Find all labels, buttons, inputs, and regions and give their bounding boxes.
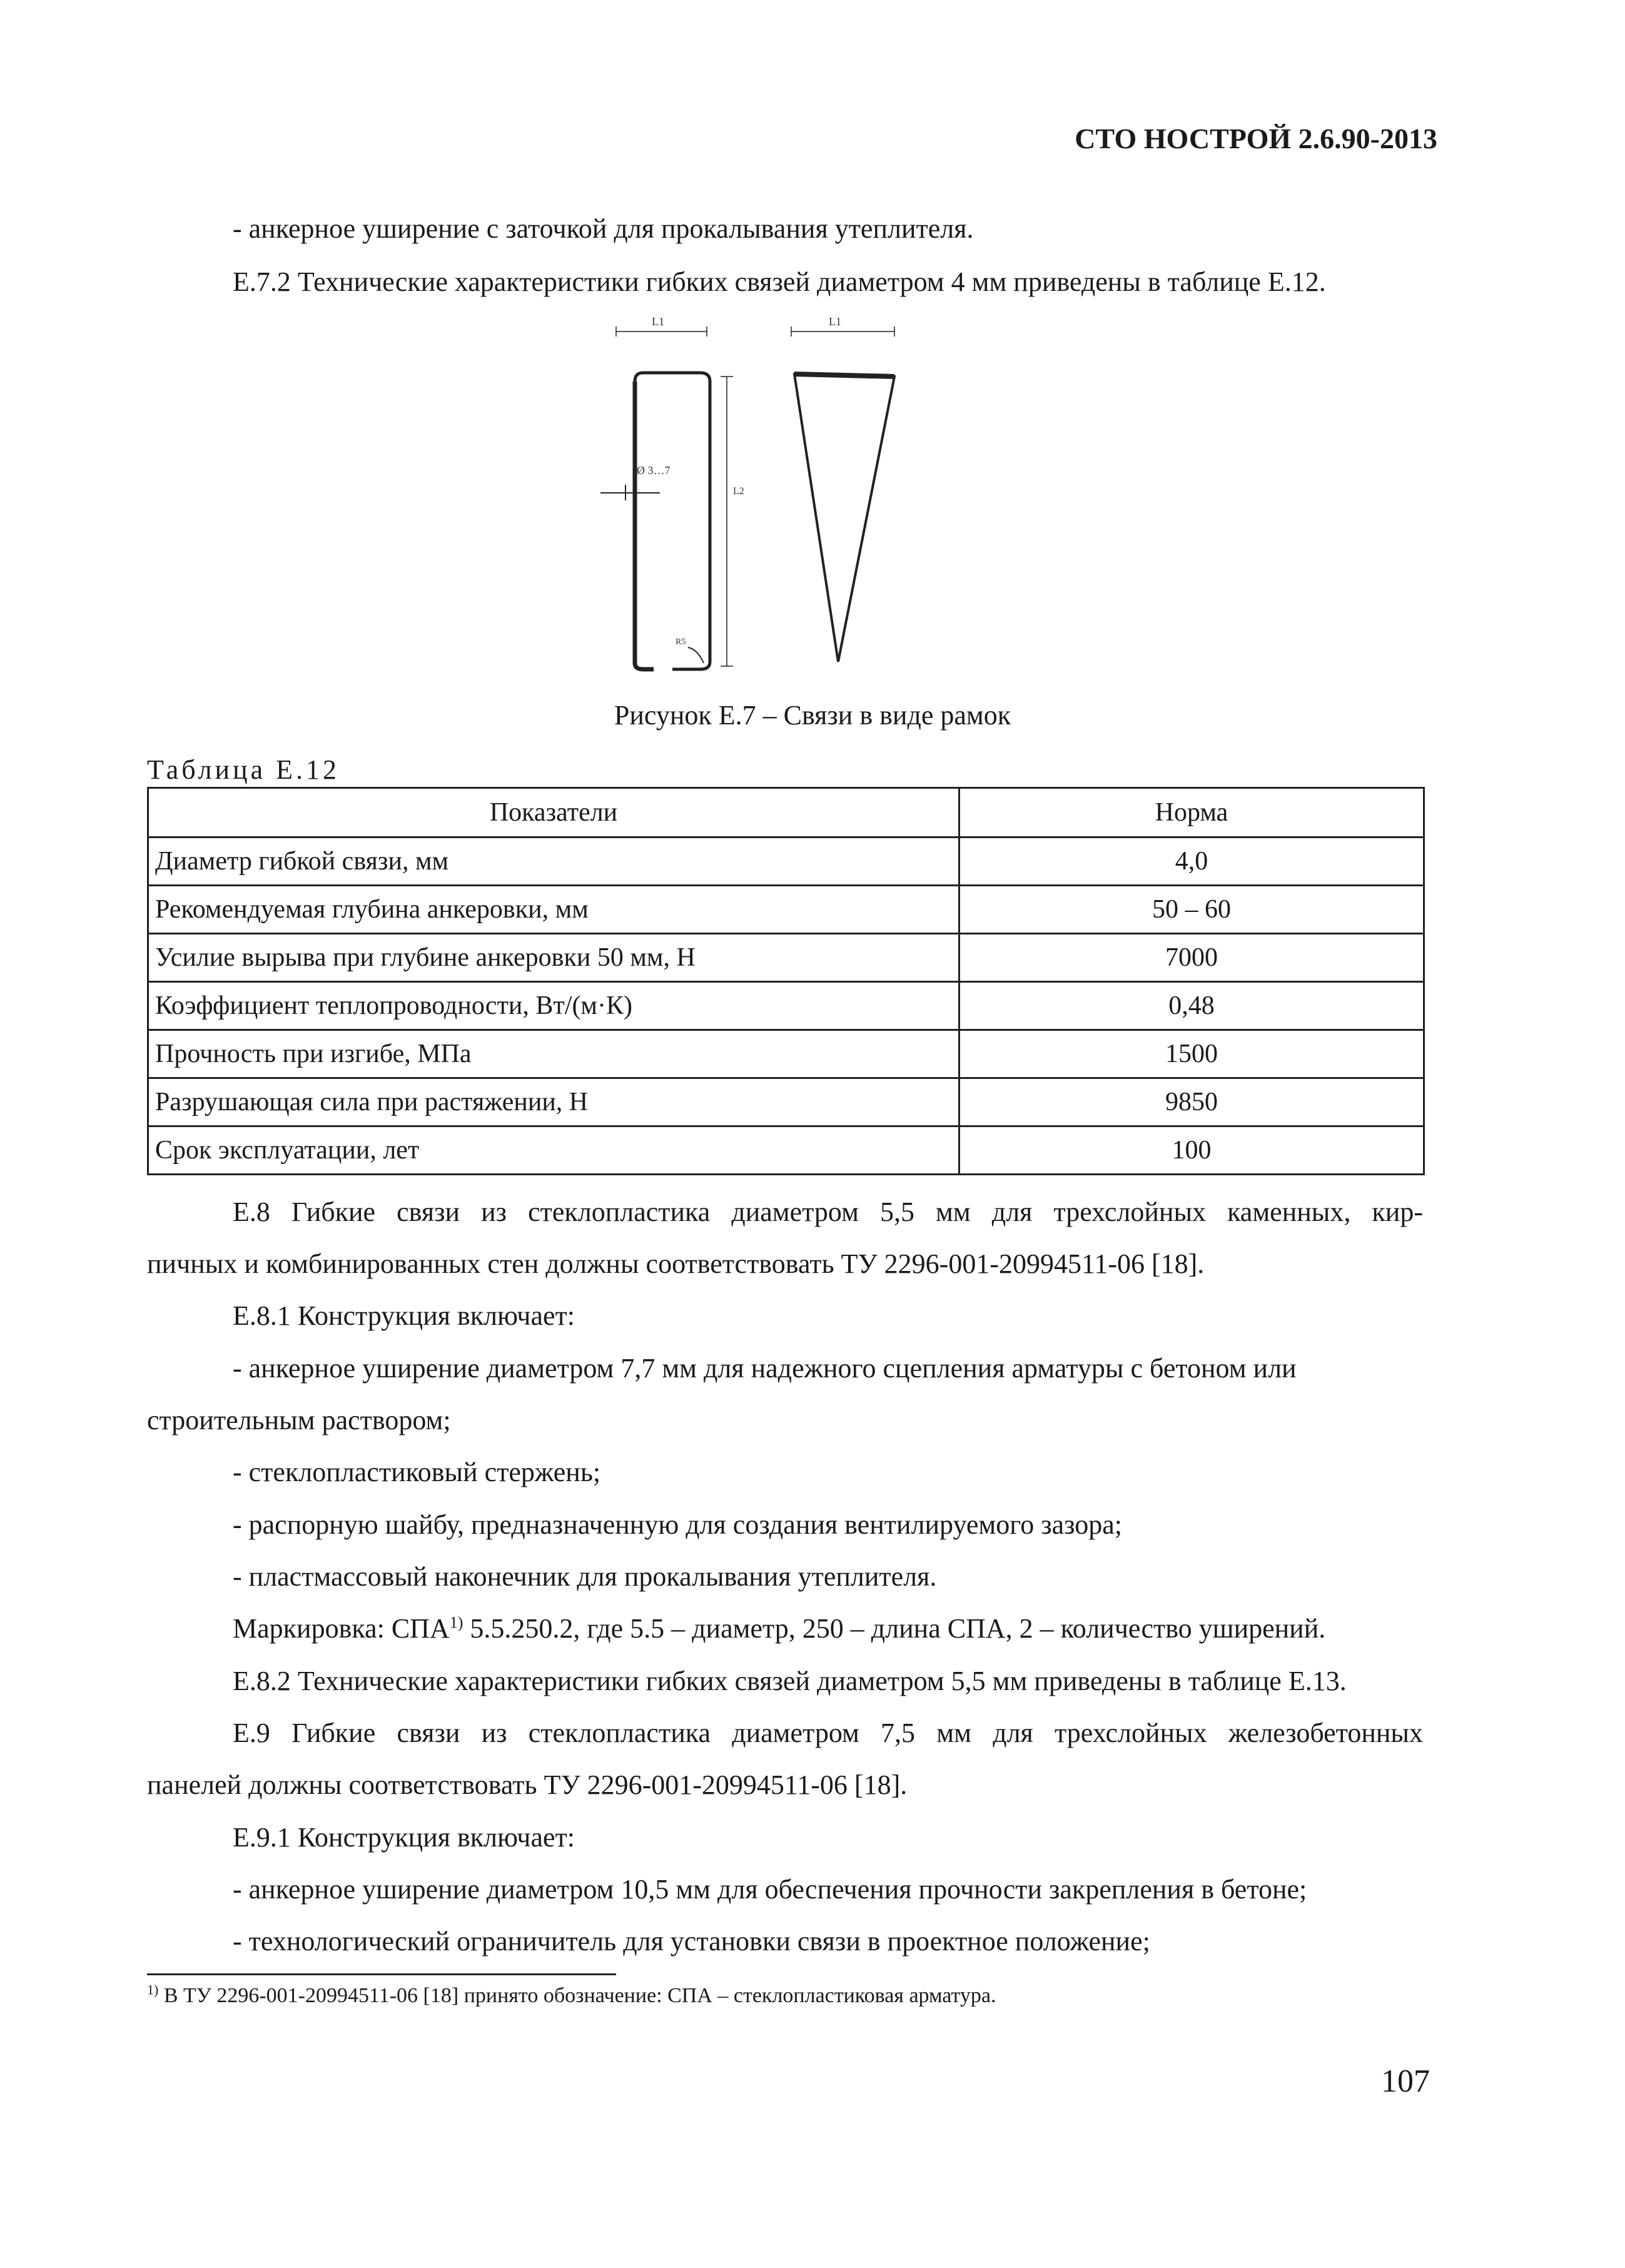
paragraph-e9-line2: панелей должны соответствовать ТУ 2296-001-20994511-06 [18].: [147, 1769, 908, 1800]
row-value: 50 – 60: [959, 886, 1424, 934]
row-label: Разрушающая сила при растяжении, Н: [148, 1078, 959, 1126]
row-value: 1500: [959, 1030, 1424, 1078]
row-value: 100: [959, 1126, 1424, 1175]
row-value: 9850: [959, 1078, 1424, 1126]
paragraph-e81-item-d: - пластмассовый наконечник для прокалывания утеплителя.: [233, 1561, 937, 1592]
paragraph-e72: Е.7.2 Технические характеристики гибких связей диаметром 4 мм приведены в таблице Е.12.: [233, 266, 1326, 297]
column-header-norm: Норма: [959, 788, 1424, 838]
paragraph-e8-line2: пичных и комбинированных стен должны соответствовать ТУ 2296-001-20994511-06 [18].: [147, 1248, 1205, 1279]
row-value: 7000: [959, 934, 1424, 982]
footnote-mark: 1): [147, 1982, 159, 1998]
specs-table: [147, 787, 1425, 1175]
column-header-indicator: Показатели: [148, 788, 959, 838]
page-number: 107: [1381, 2063, 1430, 2099]
paragraph-e81-item-a-line1: - анкерное уширение диаметром 7,7 мм для надежного сцепления арматуры с бетоном или: [233, 1353, 1297, 1384]
row-label: Срок эксплуатации, лет: [148, 1126, 959, 1175]
table-row: [148, 1078, 1424, 1126]
document-code-header: СТО НОСТРОЙ 2.6.90-2013: [1075, 123, 1437, 154]
footnote: [147, 1984, 996, 2008]
row-label: Прочность при изгибе, МПа: [148, 1030, 959, 1078]
paragraph-e81: Е.8.1 Конструкция включает:: [233, 1300, 575, 1331]
paragraph-e81-item-c: - распорную шайбу, предназначенную для создания вентилируемого зазора;: [233, 1509, 1122, 1540]
label-radius: R5: [676, 637, 686, 647]
paragraph-e81-item-b: - стеклопластиковый стержень;: [233, 1457, 601, 1487]
table-header-row: [148, 788, 1424, 838]
triangle-tie-drawing: [791, 327, 894, 662]
label-l1-right: L1: [829, 315, 841, 328]
row-value: 4,0: [959, 838, 1424, 886]
paragraph-e82: Е.8.2 Технические характеристики гибких связей диаметром 5,5 мм приведены в таблице Е.13.: [233, 1666, 1347, 1696]
label-l2: L2: [733, 486, 744, 497]
paragraph-e91: Е.9.1 Конструкция включает:: [233, 1822, 575, 1853]
row-label: Диаметр гибкой связи, мм: [148, 838, 959, 886]
marking-prefix: Маркировка: СПА: [233, 1613, 450, 1644]
footnote-divider: [147, 1973, 616, 1975]
paragraph-marking: [233, 1612, 1325, 1644]
paragraph-e91-item-a: - анкерное уширение диаметром 10,5 мм для обеспечения прочности закрепления в бетоне;: [233, 1874, 1307, 1905]
rect-frame-drawing: [600, 327, 733, 669]
paragraph-e91-item-b: - технологический ограничитель для установки связи в проектное положение;: [233, 1926, 1150, 1957]
table-row: [148, 838, 1424, 886]
table-row: [148, 934, 1424, 982]
paragraph-e8-line1: Е.8 Гибкие связи из стеклопластика диаметром 5,5 мм для трехслойных каменных, кир-: [233, 1197, 1423, 1227]
row-value: 0,48: [959, 982, 1424, 1030]
table-row: [148, 1030, 1424, 1078]
paragraph-anchor-sharpened: - анкерное уширение с заточкой для прокалывания утеплителя.: [233, 213, 974, 244]
table-row: [148, 982, 1424, 1030]
paragraph-e9-line1: Е.9 Гибкие связи из стеклопластика диаметром 7,5 мм для трехслойных железобетонных: [233, 1718, 1423, 1748]
table-row: [148, 1126, 1424, 1175]
footnote-ref[interactable]: 1): [449, 1613, 463, 1632]
paragraph-e81-item-a-line2: строительным раствором;: [147, 1405, 451, 1435]
row-label: Усилие вырыва при глубине анкеровки 50 мм, Н: [148, 934, 959, 982]
marking-text: 5.5.250.2, где 5.5 – диаметр, 250 – длина СПА, 2 – количество уширений.: [463, 1613, 1326, 1644]
figure-frame-ties: [588, 306, 976, 694]
footnote-text: В ТУ 2296-001-20994511-06 [18] принято обозначение: СПА – стеклопластиковая арматура.: [158, 1984, 996, 2007]
figure-caption: Рисунок Е.7 – Связи в виде рамок: [614, 700, 1011, 731]
label-diameter: Ø 3…7: [637, 464, 671, 477]
label-l1-left: L1: [652, 315, 664, 328]
table-row: [148, 886, 1424, 934]
row-label: Коэффициент теплопроводности, Вт/(м·К): [148, 982, 959, 1030]
table-title: Таблица Е.12: [147, 754, 340, 785]
row-label: Рекомендуемая глубина анкеровки, мм: [148, 886, 959, 934]
